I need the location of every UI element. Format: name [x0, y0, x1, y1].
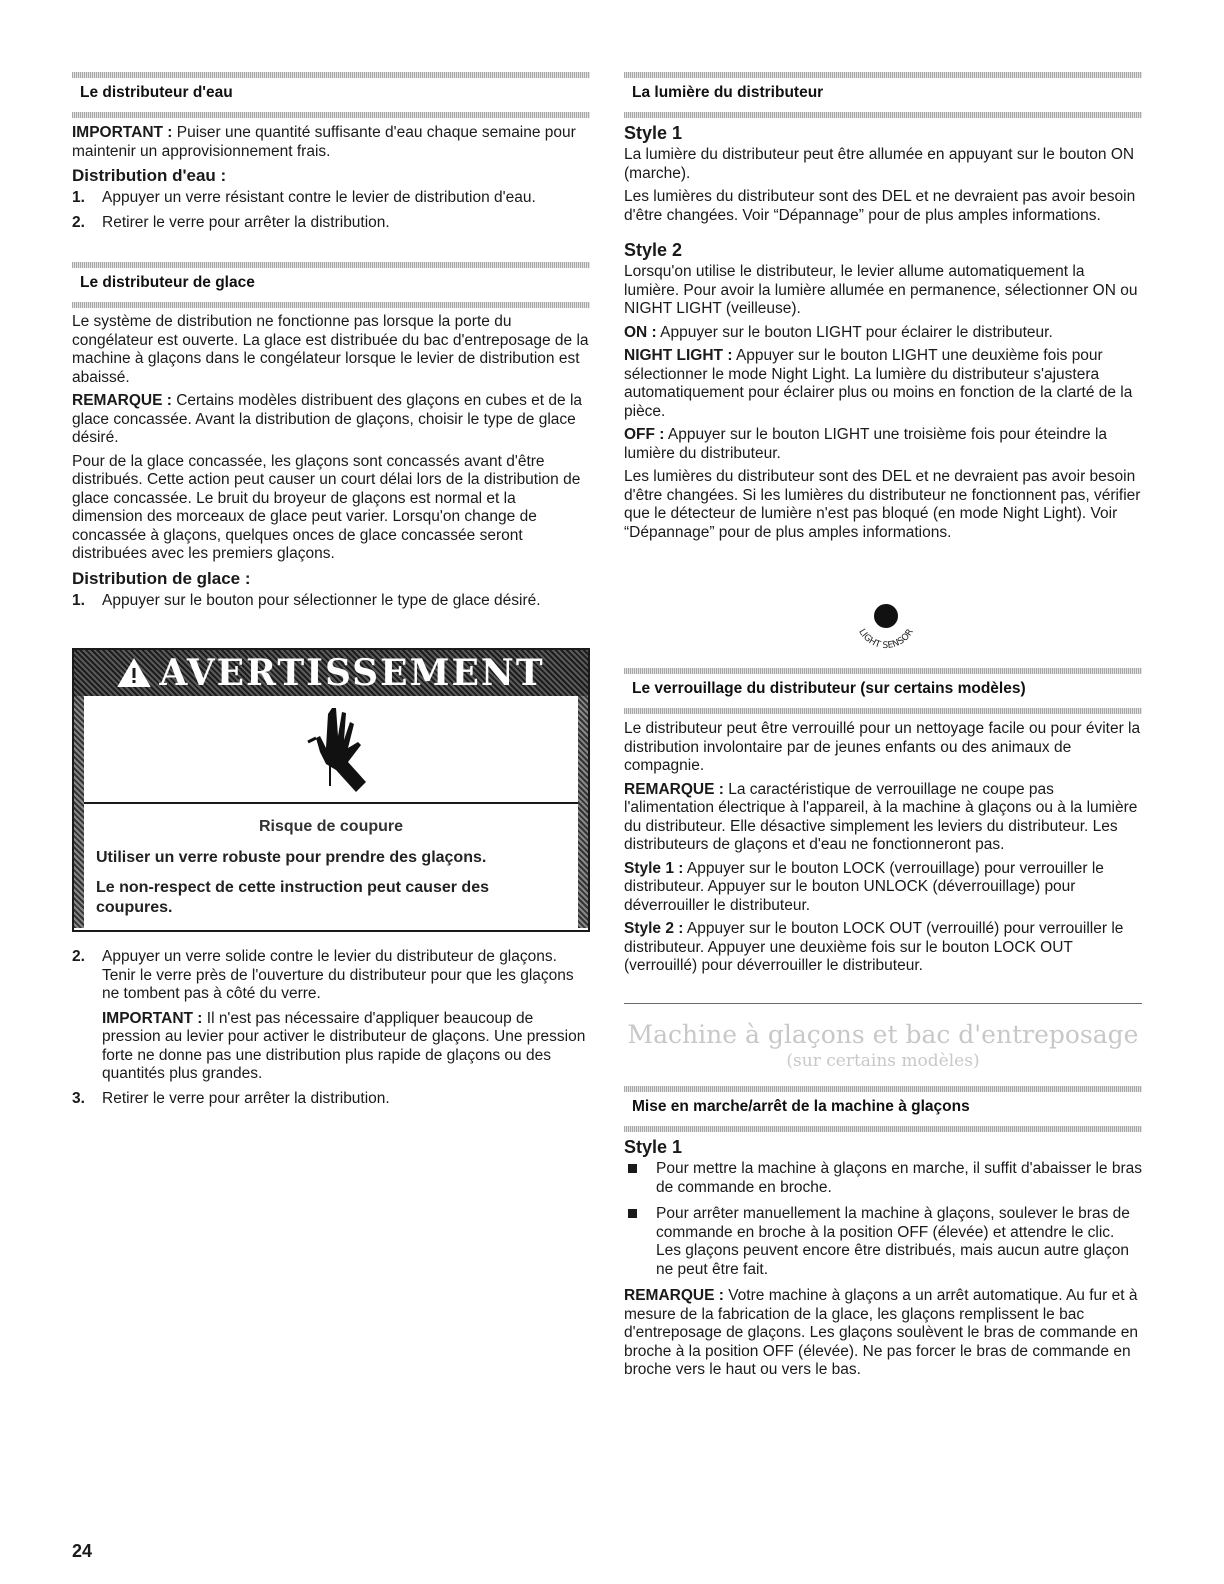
bullet-item: [624, 1160, 1142, 1197]
svg-text:LIGHT SENSOR: [856, 627, 915, 651]
warning-side-stripe: [578, 696, 588, 928]
ice-dispenser-body: [72, 313, 590, 616]
icemaker-style-title: Style 1: [624, 1137, 683, 1157]
off-text: Appuyer sur le bouton LIGHT une troisième fois pour éteindre la lumière du distributeur.: [624, 426, 1108, 462]
style1-label: Style 1 :: [624, 859, 684, 877]
header-top-rule: [624, 1086, 1142, 1092]
dispenser-light-title: La lumière du distributeur: [632, 84, 824, 101]
icemaker-bullets: [624, 1160, 1142, 1279]
ice-step: [72, 592, 590, 611]
icemaker-onoff-header: [624, 1086, 1142, 1132]
dispenser-lock-body: [624, 720, 1142, 981]
page-number: 24: [72, 1541, 93, 1561]
ice-steps: [72, 592, 590, 611]
remarque-text: La caractéristique de verrouillage ne coupe pas l'alimentation électrique à l'appareil, à la machine à glaçons ou à la lumière du distributeur. Elle désactive simplement les leviers du distributeur. Les distributeurs de glaçons et d'eau ne fonctionneront pas.: [624, 780, 1138, 853]
header-top-rule: [624, 668, 1142, 674]
header-top-rule: [624, 72, 1142, 78]
light-off: [624, 426, 1142, 463]
light-sensor-diagram: [846, 600, 926, 652]
light-paragraph: Les lumières du distributeur sont des DEL et ne devraient pas avoir besoin d'être changées. Si les lumières du distributeur ne fonctionnent pas, vérifier que le détecteur de lumière n'est pas bloqué (en mode Night Light). Voir “Dépannage” pour de plus amples informations.: [624, 468, 1141, 541]
night-light-text: Appuyer sur le bouton LIGHT une deuxième fois pour sélectionner le mode Night Light. La lumière du distributeur s'ajustera automatiquement pour éclairer plus ou moins en fonction de la clarté de la pièce.: [624, 347, 1133, 420]
warning-title: AVERTISSEMENT: [159, 652, 545, 694]
remarque-label: REMARQUE :: [72, 392, 172, 409]
night-light-label: NIGHT LIGHT :: [624, 347, 733, 364]
bullet-item: [624, 1205, 1142, 1279]
icemaker-remarque: [624, 1287, 1142, 1380]
ice-steps-2: [72, 948, 590, 1004]
warning-image-area: [74, 696, 588, 804]
ice-important: [72, 1010, 590, 1084]
light-sensor-label: LIGHT SENSOR: [856, 627, 916, 652]
style2-text: Appuyer sur le bouton LOCK OUT (verrouillé) pour verrouiller le distributeur. Appuyer une deuxième fois sur le bouton LOCK OUT (verrouillé) pour déverrouiller le distributeur.: [624, 920, 1124, 974]
ice-paragraph: Pour de la glace concassée, les glaçons sont concassés avant d'être distribués. Cette action peut causer un court délai lors de la distribution de glace concassée. Le bruit du broyeur de glaçons est normal et la dimension des morceaux de glace peut varier. Lorsqu'on change de concassée à glaçons, quelques onces de glace concassée seront distribuées avec les premiers glaçons.: [72, 452, 581, 562]
step-number: 2.: [72, 213, 85, 231]
light-paragraph: La lumière du distributeur peut être allumée en appuyant sur le bouton ON (marche).: [624, 146, 1135, 182]
dispenser-lock-title: Le verrouillage du distributeur (sur certains modèles): [632, 680, 1026, 697]
light-night: [624, 347, 1142, 421]
ice-paragraph: Le système de distribution ne fonctionne pas lorsque la porte du congélateur est ouverte. La glace est distribuée du bac d'entreposage de la machine à glaçons dans le congélateur lorsque le levier de distribution est abaissé.: [72, 313, 589, 386]
on-label: ON :: [624, 323, 657, 341]
warning-box: [72, 648, 590, 932]
style1-text: Appuyer sur le bouton LOCK (verrouillage) pour verrouiller le distributeur. Appuyer sur le bouton UNLOCK (déverrouillage) pour déverrouiller le distributeur.: [624, 859, 1104, 914]
warning-instruction: Utiliser un verre robuste pour prendre des glaçons.: [96, 849, 487, 866]
step-text: Appuyer un verre solide contre le levier du distributeur de glaçons. Tenir le verre près de l'ouverture du distributeur pour que les glaçons ne tombent pas à côté du verre.: [102, 948, 574, 1002]
important-text: Il n'est pas nécessaire d'appliquer beaucoup de pression au levier pour activer le distributeur de glaçons. Une pression forte ne donne pas une distribution plus rapide de glaçons ou des quantités plus grandes.: [102, 1009, 586, 1082]
bullet-square-icon: [628, 1164, 637, 1173]
icemaker-subtitle: (sur certains modèles): [786, 1051, 980, 1071]
light-style1-title: Style 1: [624, 123, 683, 143]
ice-step: [72, 948, 590, 1004]
lock-remarque: [624, 781, 1142, 855]
warning-side-stripe: [74, 696, 84, 928]
style2-label: Style 2 :: [624, 920, 684, 937]
step-text: Retirer le verre pour arrêter la distribution.: [102, 213, 390, 231]
remarque-text: Votre machine à glaçons a un arrêt automatique. Au fur et à mesure de la fabrication de la glace, les glaçons remplissent le bac d'entreposage de glaçons. Les glaçons soulèvent le bras de commande en broche à la position OFF (élevée). Ne pas forcer le bras de commande en broche vers le haut ou vers le bas.: [624, 1287, 1138, 1378]
water-important: [72, 124, 590, 161]
water-steps: [72, 189, 590, 232]
remarque-label: REMARQUE :: [624, 1287, 724, 1304]
water-dispenser-body: [72, 124, 590, 238]
light-paragraph: Lorsqu'on utilise le distributeur, le levier allume automatiquement la lumière. Pour avoir la lumière allumée en permanence, sélectionner ON ou NIGHT LIGHT (veilleuse).: [624, 263, 1138, 317]
ice-step: [72, 1090, 590, 1109]
light-on: [624, 324, 1142, 343]
ice-remarque: [72, 392, 590, 448]
section-divider: [624, 1003, 1142, 1004]
step-text: Appuyer sur le bouton pour sélectionner le type de glace désiré.: [102, 591, 541, 609]
water-step: [72, 189, 590, 208]
ice-subheading: Distribution de glace :: [72, 568, 251, 588]
water-dispenser-header: [72, 72, 590, 118]
icemaker-onoff-title: Mise en marche/arrêt de la machine à glaçons: [632, 1098, 970, 1115]
warning-consequence: Le non-respect de cette instruction peut causer des coupures.: [96, 879, 489, 916]
warning-risk: Risque de coupure: [258, 818, 404, 835]
step-text: Appuyer un verre résistant contre le levier de distribution d'eau.: [102, 189, 536, 206]
header-bottom-rule: [624, 708, 1142, 714]
dispenser-lock-header: [624, 668, 1142, 714]
bullet-text: Pour arrêter manuellement la machine à glaçons, soulever le bras de commande en broche à la position OFF (élevée) et attendre le clic. Les glaçons peuvent encore être distribués, mais aucun autre glaçon ne peut être fait.: [656, 1205, 1130, 1278]
icemaker-body: [624, 1136, 1142, 1385]
bullet-text: Pour mettre la machine à glaçons en marche, il suffit d'abaisser le bras de commande en broche.: [656, 1160, 1142, 1196]
light-style2-title: Style 2: [624, 240, 683, 260]
water-subheading: Distribution d'eau :: [72, 166, 227, 185]
step-text: Retirer le verre pour arrêter la distribution.: [102, 1089, 390, 1107]
ice-dispenser-header: [72, 262, 590, 308]
water-dispenser-title: Le distributeur d'eau: [80, 84, 233, 101]
bullet-square-icon: [628, 1209, 637, 1218]
header-top-rule: [72, 262, 590, 268]
dispenser-light-body: [624, 122, 1142, 547]
step-number: 1.: [72, 189, 85, 206]
step-number: 1.: [72, 591, 85, 609]
warning-text: [96, 818, 566, 928]
cut-hand-icon: [286, 702, 376, 798]
icemaker-title: Machine à glaçons et bac d'entreposage: [627, 1020, 1139, 1049]
on-text: Appuyer sur le bouton LIGHT pour éclairer le distributeur.: [656, 323, 1053, 341]
header-bottom-rule: [624, 1126, 1142, 1132]
water-step: [72, 214, 590, 233]
ice-steps-continued: [72, 948, 590, 1114]
lock-style2: [624, 920, 1142, 976]
remarque-text: Certains modèles distribuent des glaçons en cubes et de la glace concassée. Avant la distribution de glaçons, choisir le type de glace désiré.: [72, 392, 583, 446]
off-label: OFF :: [624, 426, 665, 443]
lock-paragraph: Le distributeur peut être verrouillé pour un nettoyage facile ou pour éviter la distribution involontaire par de jeunes enfants ou des animaux de compagnie.: [624, 720, 1141, 774]
light-paragraph: Les lumières du distributeur sont des DEL et ne devraient pas avoir besoin d'être changées. Voir “Dépannage” pour de plus amples informations.: [624, 188, 1136, 224]
step-number: 2.: [72, 948, 85, 965]
remarque-label: REMARQUE :: [624, 780, 724, 798]
light-sensor-icon: [846, 600, 926, 652]
header-bottom-rule: [72, 302, 590, 308]
lock-style1: [624, 860, 1142, 916]
important-text: Puiser une quantité suffisante d'eau chaque semaine pour maintenir un approvisionnement frais.: [72, 124, 576, 160]
header-top-rule: [72, 72, 590, 78]
ice-dispenser-title: Le distributeur de glace: [80, 274, 255, 291]
header-bottom-rule: [624, 112, 1142, 118]
warning-triangle-icon: [117, 658, 151, 688]
important-label: IMPORTANT :: [102, 1009, 203, 1027]
dispenser-light-header: [624, 72, 1142, 118]
ice-steps-3: [72, 1090, 590, 1109]
header-bottom-rule: [72, 112, 590, 118]
icemaker-heading: [624, 1020, 1142, 1072]
step-number: 3.: [72, 1089, 85, 1107]
important-label: IMPORTANT :: [72, 124, 173, 141]
warning-banner: [74, 650, 588, 696]
